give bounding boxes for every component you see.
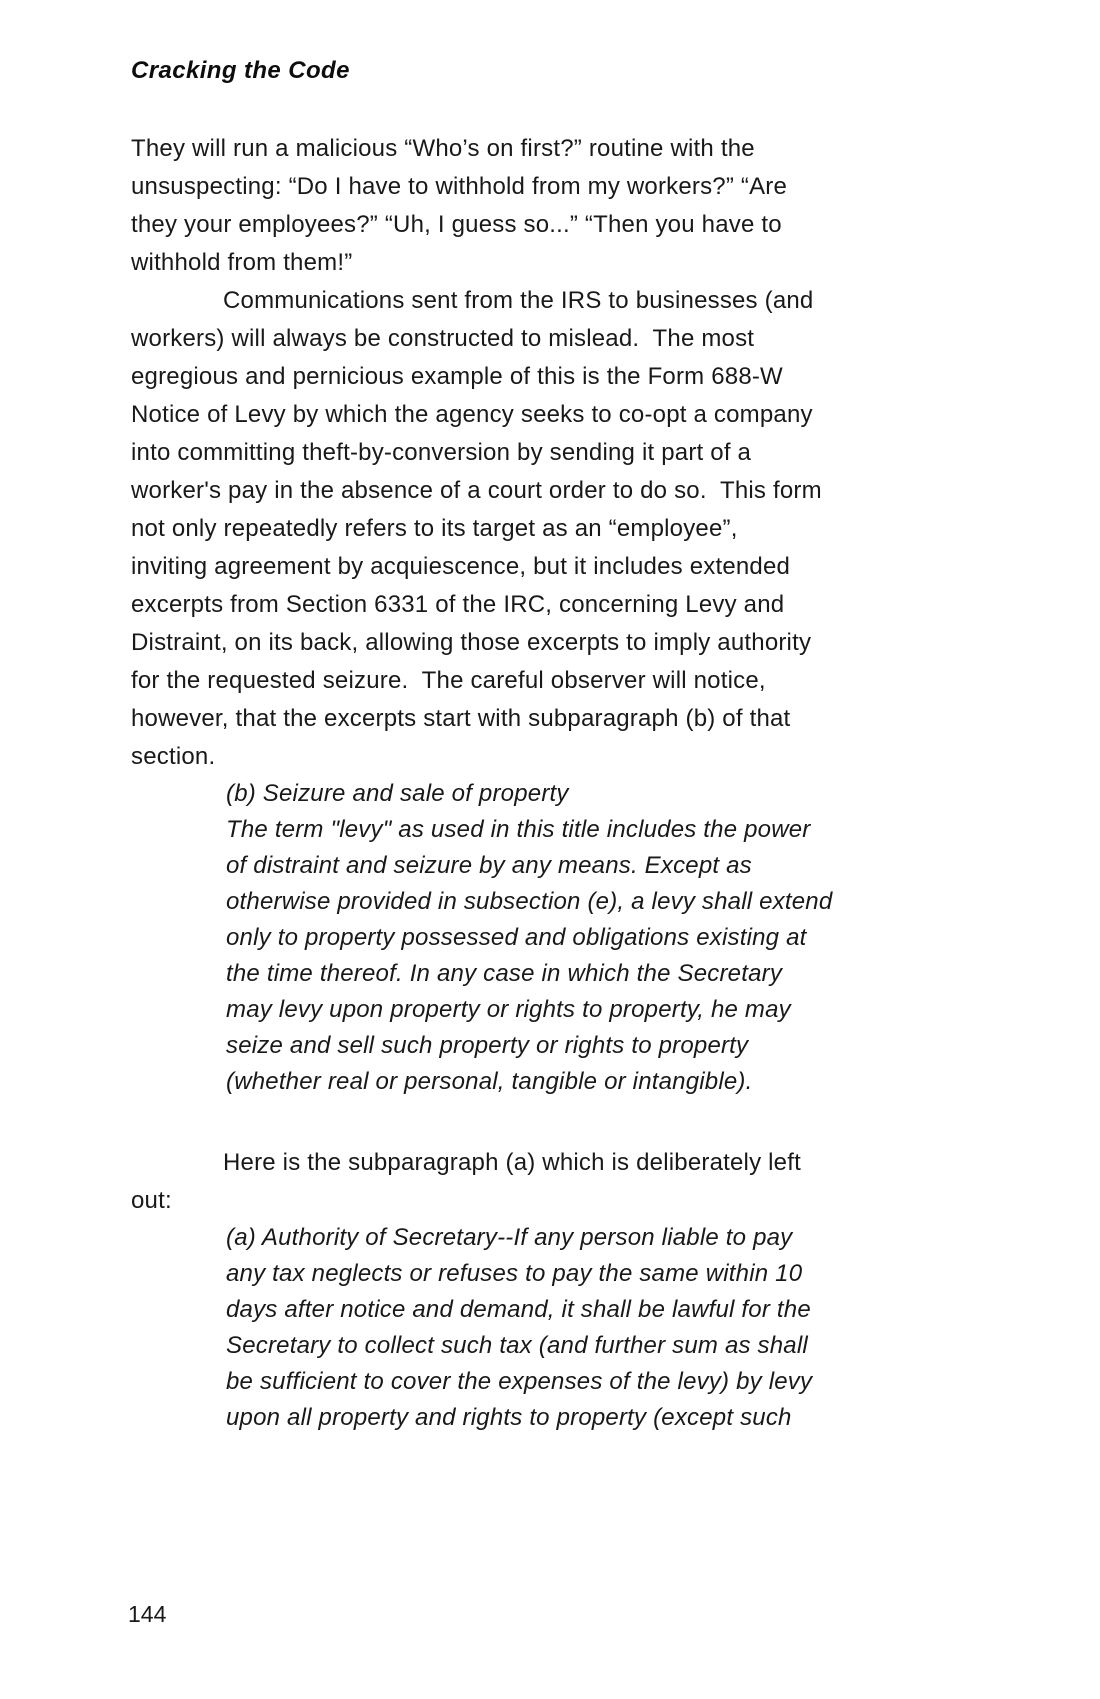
page-number: 144 [128, 1601, 167, 1627]
text-line: any tax neglects or refuses to pay the same within 10 [226, 1260, 803, 1287]
paragraph-communications [131, 282, 1031, 776]
text-line: may levy upon property or rights to property, he may [226, 996, 791, 1023]
text-line: days after notice and demand, it shall be lawful for the [226, 1296, 811, 1323]
text-line: excerpts from Section 6331 of the IRC, concerning Levy and [131, 591, 785, 618]
text-line: upon all property and rights to property (except such [226, 1404, 792, 1431]
text-line: withhold from them!” [131, 249, 353, 276]
text-line: however, that the excerpts start with subparagraph (b) of that [131, 705, 791, 732]
text-line: the time thereof. In any case in which the Secretary [226, 960, 783, 987]
text-line: for the requested seizure. The careful observer will notice, [131, 667, 766, 694]
text-line: be sufficient to cover the expenses of the levy) by levy [226, 1368, 813, 1395]
paragraph-intro [131, 130, 1031, 282]
text-line: worker's pay in the absence of a court order to do so. This form [131, 477, 822, 504]
blockquote-subparagraph-a [226, 1220, 1031, 1436]
text-line: Here is the subparagraph (a) which is deliberately left [223, 1149, 801, 1176]
text-line: Notice of Levy by which the agency seeks to co-opt a company [131, 401, 813, 428]
text-line: inviting agreement by acquiescence, but it includes extended [131, 553, 791, 580]
text-line: (b) Seizure and sale of property [226, 780, 569, 807]
text-line: otherwise provided in subsection (e), a levy shall extend [226, 888, 833, 915]
text-line: of distraint and seizure by any means. Except as [226, 852, 752, 879]
text-line: Communications sent from the IRS to businesses (and [223, 287, 814, 314]
text-line: seize and sell such property or rights to property [226, 1032, 749, 1059]
text-line: workers) will always be constructed to mislead. The most [131, 325, 755, 352]
text-line: The term "levy" as used in this title includes the power [226, 816, 811, 843]
text-line: only to property possessed and obligations existing at [226, 924, 807, 951]
text-line: egregious and pernicious example of this is the Form 688-W [131, 363, 783, 390]
text-line: Distraint, on its back, allowing those excerpts to imply authority [131, 629, 812, 656]
text-line: section. [131, 743, 216, 770]
page-content [131, 130, 1031, 1436]
text-line: Secretary to collect such tax (and further sum as shall [226, 1332, 808, 1359]
text-line: not only repeatedly refers to its target as an “employee”, [131, 515, 738, 542]
running-header: Cracking the Code [131, 57, 350, 84]
text-line: unsuspecting: “Do I have to withhold from my workers?” “Are [131, 173, 788, 200]
blockquote-subparagraph-b [226, 776, 1031, 1100]
text-line: They will run a malicious “Who’s on first?” routine with the [131, 135, 755, 162]
text-line: into committing theft-by-conversion by sending it part of a [131, 439, 752, 466]
paragraph-here-is [131, 1144, 1031, 1220]
text-line: out: [131, 1187, 172, 1214]
text-line: (a) Authority of Secretary--If any person liable to pay [226, 1224, 793, 1251]
text-line: (whether real or personal, tangible or intangible). [226, 1068, 753, 1095]
text-line: they your employees?” “Uh, I guess so...” “Then you have to [131, 211, 782, 238]
